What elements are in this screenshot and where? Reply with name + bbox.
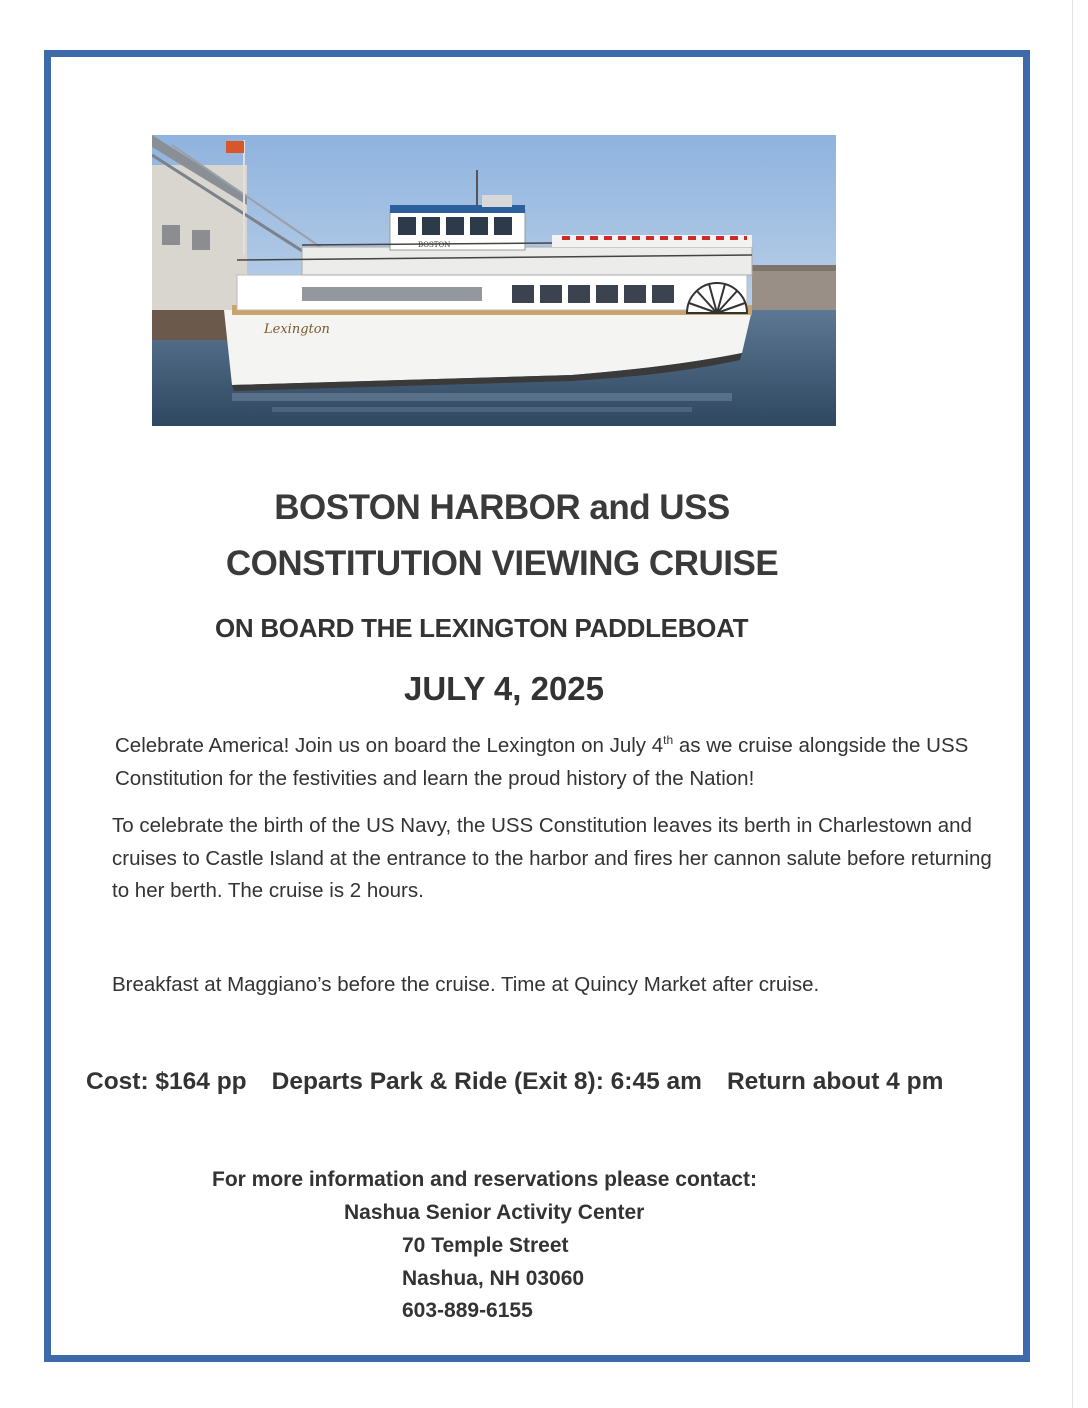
cost-return: Return about 4 pm [726, 1068, 944, 1095]
cost-price: Cost: $164 pp [86, 1068, 247, 1095]
cost-departs: Departs Park & Ride (Exit 8): 6:45 am [271, 1068, 702, 1095]
contact-intro: For more information and reservations please contact: [212, 1168, 757, 1191]
scan-edge-line [1072, 0, 1073, 1408]
page-subtitle: ON BOARD THE LEXINGTON PADDLEBOAT [215, 613, 749, 643]
photo-boat-name: Lexington [264, 322, 330, 337]
photo-cabin-sign: BOSTON [418, 241, 451, 249]
contact-phone: 603-889-6155 [402, 1299, 533, 1322]
breakfast-paragraph: Breakfast at Maggiano’s before the cruise. Time at Quincy Market after cruise. [112, 973, 820, 996]
intro-text-end: as we cruise alongside the USS Constitution for the festivities and learn the proud history of the Nation! [115, 734, 969, 790]
page-title-line-2: CONSTITUTION VIEWING CRUISE [225, 544, 779, 583]
navy-paragraph: To celebrate the birth of the US Navy, the USS Constitution leaves its berth in Charlestown and cruises to Castle Island at the entrance to the harbor and fires her cannon salute before returning to her berth. The cruise is 2 hours. [112, 814, 992, 902]
cost-line [86, 1068, 943, 1096]
intro-text-start: Celebrate America! Join us on board the Lexington on July 4 [115, 734, 664, 757]
lexington-paddleboat-photo [152, 135, 836, 426]
contact-organization: Nashua Senior Activity Center [344, 1201, 645, 1224]
contact-city: Nashua, NH 03060 [402, 1267, 585, 1290]
event-date: JULY 4, 2025 [404, 670, 604, 707]
page-title-line-1: BOSTON HARBOR and USS [274, 488, 730, 527]
intro-paragraph [115, 730, 995, 795]
contact-street: 70 Temple Street [402, 1234, 569, 1257]
intro-superscript: th [663, 733, 674, 747]
